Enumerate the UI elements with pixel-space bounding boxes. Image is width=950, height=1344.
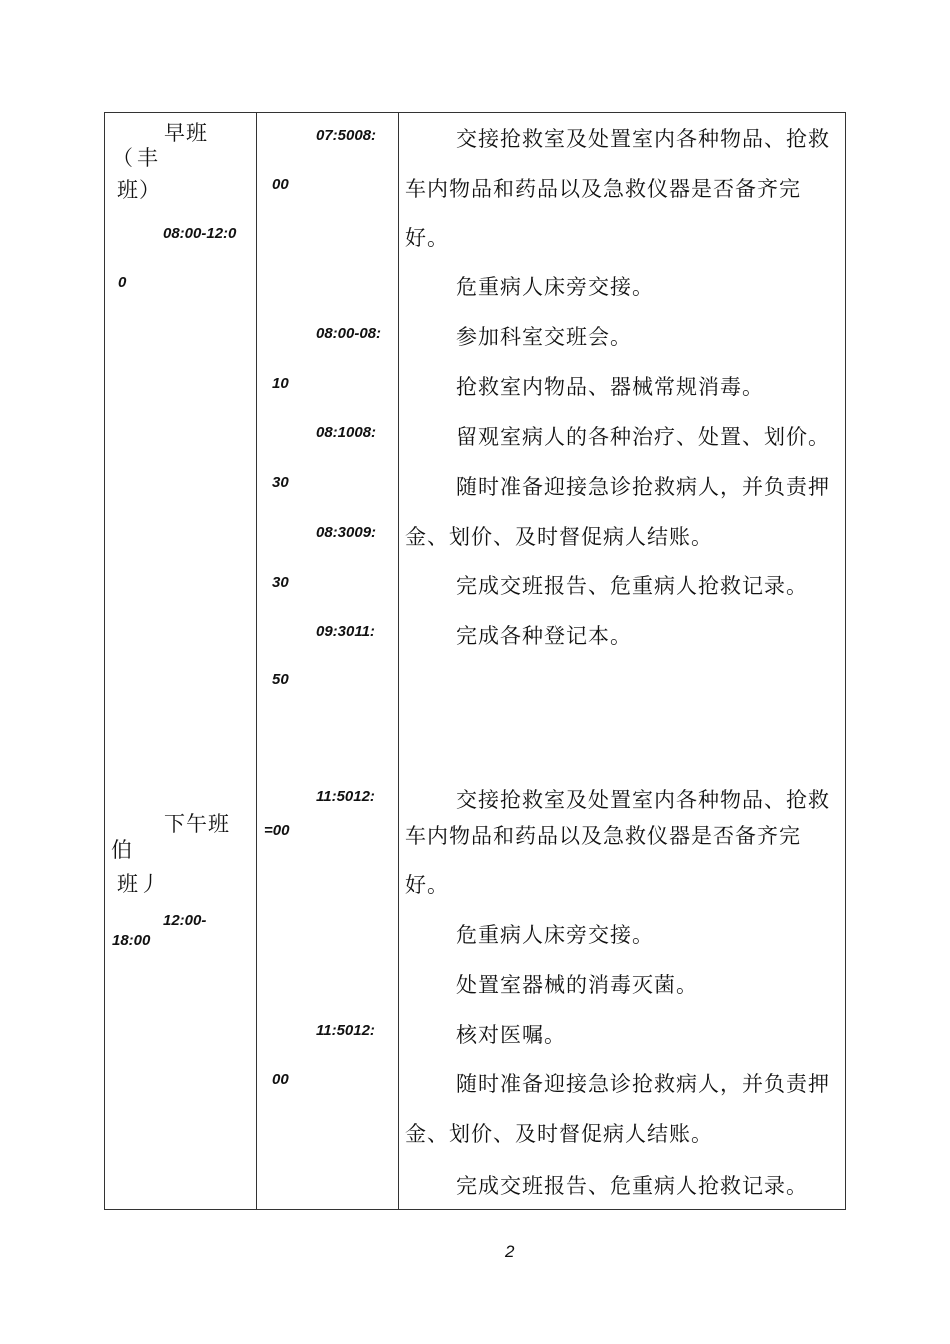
column-divider: [398, 113, 399, 1209]
time-slot: 09:3011:: [316, 623, 375, 640]
time-slot: 08:00-08:: [316, 325, 382, 342]
time-slot: 50: [272, 671, 289, 688]
morning-shift-hours: 08:00-12:0: [163, 225, 237, 242]
duty-line: 危重病人床旁交接。: [456, 275, 654, 299]
time-slot: 08:1008:: [316, 424, 377, 441]
morning-shift-name: 早班: [164, 121, 208, 145]
duty-line: 参加科室交班会。: [456, 325, 632, 349]
morning-shift-note: 班）: [117, 178, 161, 202]
time-slot: 07:5008:: [316, 127, 377, 144]
duty-line: 好。: [405, 226, 449, 250]
afternoon-shift-name: 下午班: [164, 812, 230, 836]
time-slot: =00: [264, 822, 290, 839]
duty-line: 随时准备迎接急诊抢救病人，并负责押: [456, 1072, 830, 1096]
duty-line: 交接抢救室及处置室内各种物品、抢救: [456, 788, 830, 812]
duty-line: 交接抢救室及处置室内各种物品、抢救: [456, 127, 830, 151]
duty-line: 留观室病人的各种治疗、处置、划价。: [456, 425, 830, 449]
duty-line: 完成各种登记本。: [456, 624, 632, 648]
time-slot: 10: [272, 375, 289, 392]
duty-line: 抢救室内物品、器械常规消毒。: [456, 375, 764, 399]
morning-shift-note: （丰: [112, 146, 162, 170]
time-slot: 30: [272, 474, 289, 491]
time-slot: 11:5012:: [316, 788, 375, 805]
column-divider: [256, 113, 257, 1209]
afternoon-shift-hours: 18:00: [112, 932, 151, 949]
morning-shift-hours: 0: [118, 274, 127, 291]
afternoon-shift-hours: 12:00-: [163, 912, 207, 929]
duty-line: 处置室器械的消毒灭菌。: [456, 973, 698, 997]
duty-line: 危重病人床旁交接。: [456, 923, 654, 947]
duty-line: 核对医嘱。: [456, 1023, 566, 1047]
duty-line: 随时准备迎接急诊抢救病人，并负责押: [456, 475, 830, 499]
afternoon-shift-note: 伯: [111, 838, 133, 862]
time-slot: 08:3009:: [316, 524, 377, 541]
page-number: 2: [505, 1242, 515, 1261]
duty-line: 完成交班报告、危重病人抢救记录。: [456, 1174, 808, 1198]
time-slot: 00: [272, 1071, 289, 1088]
time-slot: 11:5012:: [316, 1022, 375, 1039]
duty-line: 好。: [405, 873, 449, 897]
duty-line: 金、划价、及时督促病人结账。: [405, 525, 713, 549]
duty-line: 完成交班报告、危重病人抢救记录。: [456, 574, 808, 598]
duty-line: 车内物品和药品以及急救仪器是否备齐完: [405, 824, 801, 848]
afternoon-shift-note: 班丿: [117, 872, 161, 896]
time-slot: 00: [272, 176, 289, 193]
duty-line: 金、划价、及时督促病人结账。: [405, 1122, 713, 1146]
time-slot: 30: [272, 574, 289, 591]
duty-line: 车内物品和药品以及急救仪器是否备齐完: [405, 177, 801, 201]
